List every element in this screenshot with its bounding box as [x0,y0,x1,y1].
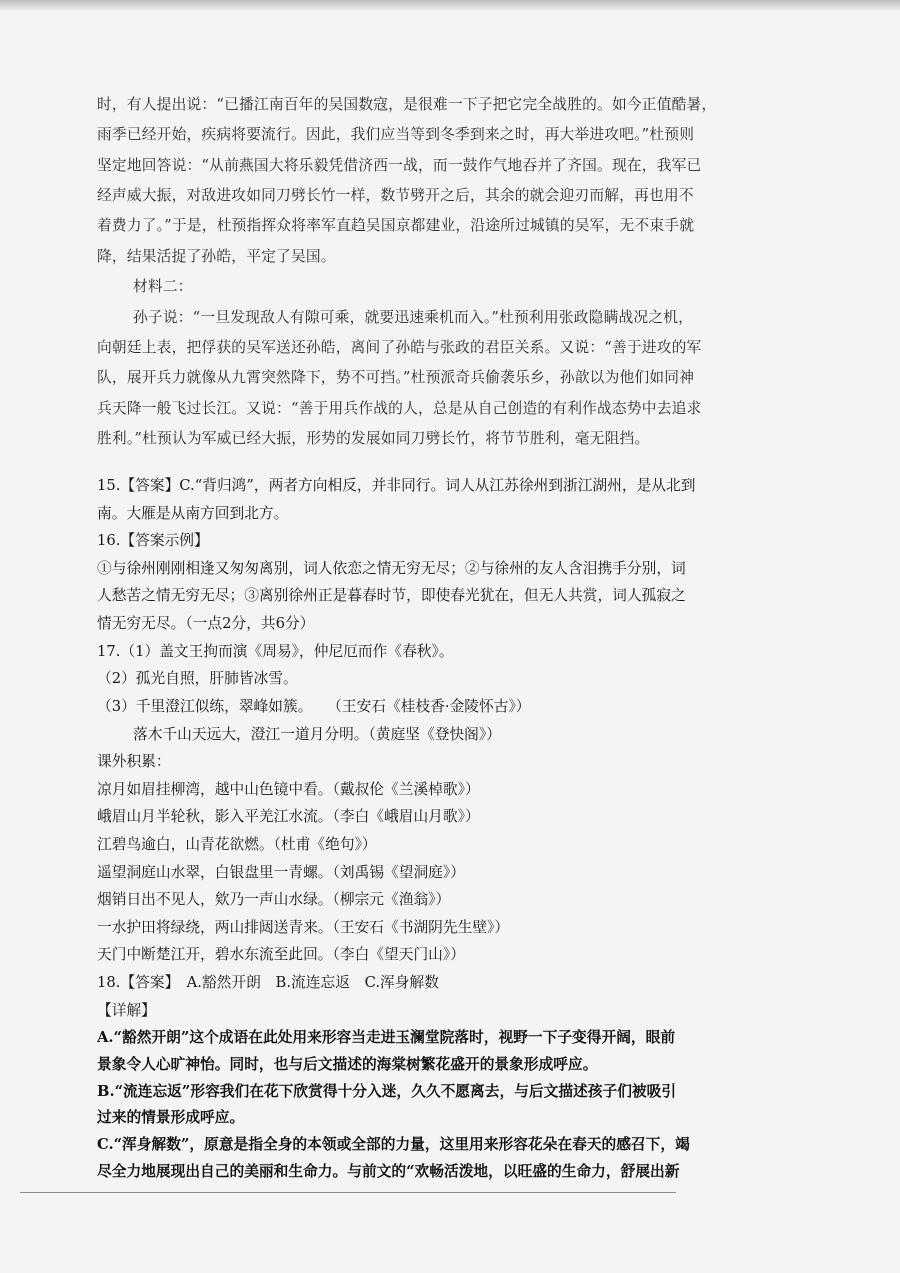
text-line-a14: 江碧鸟逾白，山青花欲燃。（杜甫《绝句》） [97,836,377,853]
text-line-d4: 过来的情景形成呼应。 [97,1109,245,1127]
text-line-a7: 17.（1）盖文王拘而演《周易》，仲尼厄而作《春秋》。 [97,642,454,660]
bottom-rule [20,1192,676,1193]
text-line-a1: 15.【答案】C.“背归鸿”，两者方向相反，并非同行。词人从江苏徐州到浙江湖州，是从北到 [97,477,696,495]
text-line-a15: 遥望洞庭山水翠，白银盘里一青螺。（刘禹锡《望洞庭》） [97,863,465,881]
text-line-m10: 队，展开兵力就像从九霄突然降下，势不可挡。”杜预派奇兵偷袭乐乡，孙歆以为他们如同神 [97,369,695,387]
text-line-m6: 降，结果活捉了孙皓，平定了吴国。 [97,247,336,265]
text-line-d6: 尽全力地展现出自己的美丽和生命力。与前文的“欢畅活泼地，以旺盛的生命力，舒展出新 [97,1162,680,1180]
text-line-m5: 着费力了。”于是，杜预指挥众将率军直趋吴国京都建业，沿途所过城镇的吴军，无不束手就 [97,217,695,235]
text-line-a20: 【详解】 [97,1001,156,1019]
text-line-a10: 落木千山天远大，澄江一道月分明。（黄庭坚《登快阁》） [133,725,501,743]
text-line-a3: 16.【答案示例】 [97,532,209,550]
text-line-a12: 凉月如眉挂柳湾，越中山色镜中看。（戴叔伦《兰溪棹歌》） [97,780,480,798]
text-line-d5: C.“浑身解数”，原意是指全身的本领或全部的力量，这里用来形容花朵在春天的感召下，竭 [97,1136,690,1154]
text-line-d3: B.“流连忘返”形容我们在花下欣赏得十分入迷，久久不愿离去，与后文描述孩子们被吸引 [97,1082,677,1100]
text-line-a17: 一水护田将绿绕，两山排闼送青来。（王安石《书湖阴先生壁》） [97,918,510,936]
text-line-m1: 时，有人提出说：“已播江南百年的吴国数寇，是很难一下子把它完全战胜的。如今正值酷暑， [97,96,717,113]
scan-shadow [0,0,900,12]
text-line-m8: 孙子说：“一旦发现敌人有隙可乘，就要迅速乘机而入。”杜预利用张政隐瞒战况之机， [133,308,694,326]
text-line-a2: 南。大雁是从南方回到北方。 [97,504,289,522]
text-line-a6: 情无穷无尽。（一点2分，共6分） [97,615,315,633]
text-line-m12: 胜利。”杜预认为军威已经大振，形势的发展如同刀劈长竹，将节节胜利，毫无阻挡。 [97,430,650,448]
text-line-a13: 峨眉山月半轮秋，影入平羌江水流。（李白《峨眉山月歌》） [97,808,480,826]
text-line-a5: 人愁苦之情无穷无尽；③离别徐州正是暮春时节，即使春光犹在，但无人共赏，词人孤寂之 [97,587,686,605]
text-line-m2: 雨季已经开始，疾病将要流行。因此，我们应当等到冬季到来之时，再大举进攻吧。”杜预则 [97,126,695,144]
text-line-m7: 材料二： [133,278,193,296]
text-line-a4: ①与徐州刚刚相逢又匆匆离别，词人依恋之情无穷无尽；②与徐州的友人含泪携手分别，词 [97,559,686,577]
text-line-a16: 烟销日出不见人，欸乃一声山水绿。（柳宗元《渔翁》） [97,891,451,909]
text-line-d1: A.“豁然开朗”这个成语在此处用来形容当走进玉澜堂院落时，视野一下子变得开阔，眼前 [97,1029,676,1047]
text-line-d2: 景象令人心旷神怡。同时，也与后文描述的海棠树繁花盛开的景象形成呼应。 [97,1055,598,1073]
text-line-a9: （3）千里澄江似练，翠峰如簇。 （王安石《桂枝香·金陵怀古》） [97,697,531,715]
text-line-a8: （2）孤光自照，肝肺皆冰雪。 [97,670,298,688]
text-line-a19: 18.【答案】 A.豁然开朗 B.流连忘返 C.浑身解数 [97,974,439,992]
text-line-a11: 课外积累： [97,753,171,771]
text-line-m4: 经声威大振，对敌进攻如同刀劈长竹一样，数节劈开之后，其余的就会迎刃而解，再也用不 [97,187,694,205]
text-line-m11: 兵天降一般飞过长江。又说：“善于用兵作战的人，总是从自己创造的有利作战态势中去追求 [97,399,702,417]
text-line-a18: 天门中断楚江开，碧水东流至此回。（李白《望天门山》） [97,946,465,964]
text-line-m9: 向朝廷上表，把俘获的吴军送还孙皓，离间了孙皓与张政的君臣关系。又说：“善于进攻的军 [97,338,702,356]
text-line-m3: 坚定地回答说：“从前燕国大将乐毅凭借济西一战，而一鼓作气地吞并了齐国。现在，我军已 [97,156,702,174]
